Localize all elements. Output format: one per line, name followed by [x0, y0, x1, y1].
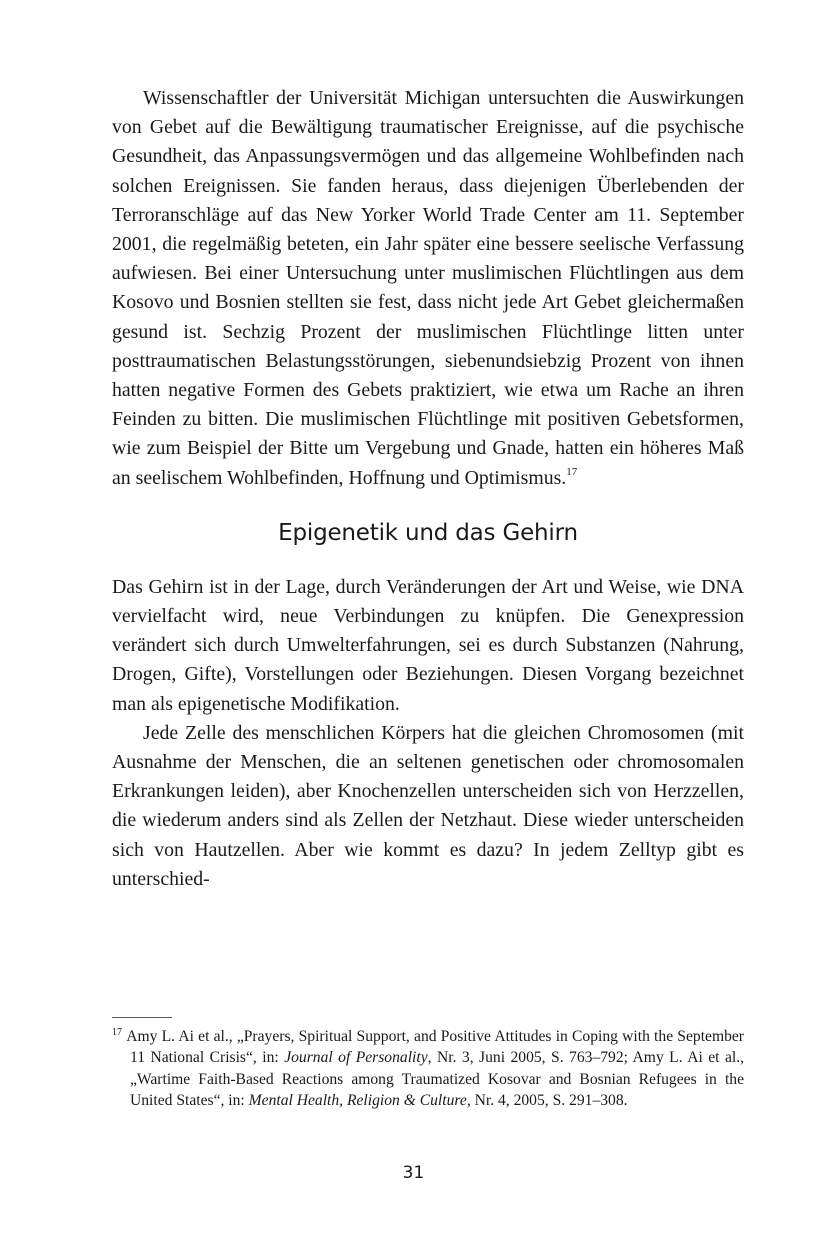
- paragraph-epigenetics-intro: Das Gehirn ist in der Lage, durch Veränderungen der Art und Weise, wie DNA vervielfacht wird, neue Verbindungen zu knüpfen. Die Genexpression verändert sich durch Umwelterfahrungen, sei es durch Substanzen (Nahrung, Drogen, Gifte), Vorstellungen oder Beziehungen. Diesen Vorgang bezeichnet man als epigenetische Modifikation.: [112, 575, 744, 715]
- footnote-text-1: Amy L. Ai et al., „Prayers, Spiritual Support, and Positive Attitudes in Coping with the September 11 National Crisis“, in:: [126, 1028, 744, 1067]
- page-number: 31: [402, 1163, 425, 1183]
- footnote-journal-1: Journal of Personality: [284, 1049, 428, 1067]
- footnote: [112, 1026, 744, 1111]
- paragraph-prayer-study: [112, 84, 744, 493]
- footnote-journal-2: Mental Health, Religion & Culture: [248, 1091, 467, 1109]
- footnote-text-3: , Nr. 4, 2005, S. 291–308.: [466, 1091, 628, 1109]
- footnote-reference[interactable]: 17: [566, 466, 578, 479]
- section-heading: Epigenetik und das Gehirn: [278, 519, 578, 546]
- page-content: [112, 84, 744, 894]
- paragraph-cell-types: Jede Zelle des menschlichen Körpers hat die gleichen Chromosomen (mit Ausnahme der Menschen, die an seltenen genetischen oder chromosomalen Erkrankungen leiden), aber Knochenzellen unterscheiden sich von Herzzellen, die wiederum anders sind als Zellen der Netzhaut. Diese wieder unterscheiden sich von Hautzellen. Aber wie kommt es dazu? In jedem Zelltyp gibt es unterschied-: [112, 721, 744, 890]
- paragraph-prayer-study-text: Wissenschaftler der Universität Michigan untersuchten die Auswirkungen von Gebet auf die Bewältigung traumatischer Ereignisse, auf die psychische Gesundheit, das Anpassungsvermögen und das allgemeine Wohlbefinden nach solchen Ereignissen. Sie fanden heraus, dass diejenigen Überlebenden der Terroranschläge auf das New Yorker World Trade Center am 11. September 2001, die regelmäßig beteten, ein Jahr später eine bessere seelische Verfassung aufwiesen. Bei einer Untersuchung unter muslimischen Flüchtlingen aus dem Kosovo und Bosnien stellten sie fest, dass nicht jede Art Gebet gleichermaßen gesund ist. Sechzig Prozent der muslimischen Flüchtlinge litten unter posttraumatischen Belastungsstörungen, siebenundsiebzig Prozent von ihnen hatten negative Formen des Gebets praktiziert, wie etwa um Rache an ihren Feinden zu bitten. Die muslimischen Flüchtlinge mit positiven Gebetsformen, wie zum Beispiel der Bitte um Vergebung und Gnade, hatten ein höheres Maß an seelischem Wohlbefinden, Hoffnung und Optimismus.: [112, 87, 744, 489]
- footnote-number: 17: [112, 1026, 122, 1038]
- footnote-text-2: , Nr. 3, Juni 2005, S. 763–792; Amy L. Ai et al., „Wartime Faith-Based Reactions among Traumatized Kosovar and Bosnian Refugees in the United States“, in:: [130, 1049, 744, 1109]
- footnote-divider: [112, 1017, 172, 1018]
